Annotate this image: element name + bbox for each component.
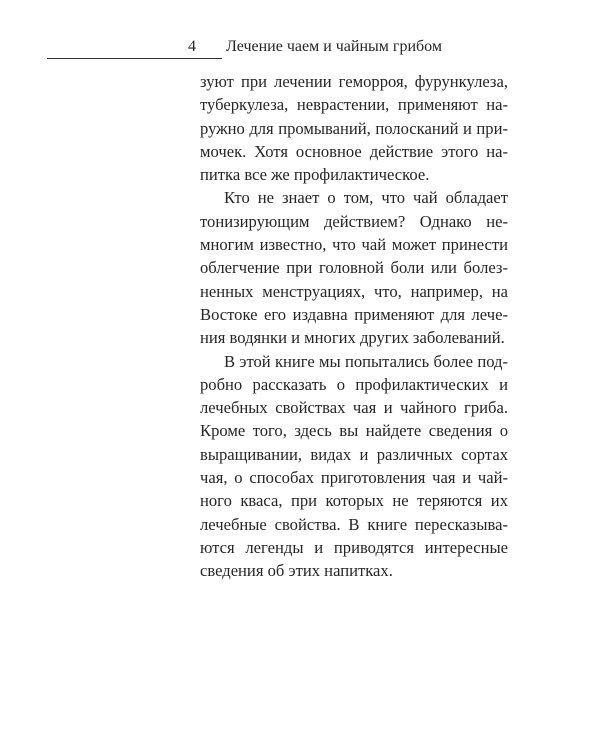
text-line: мочек. Хотя основное действие этого на- — [200, 141, 508, 161]
text-line: В этой книге мы попытались более под- — [224, 351, 508, 371]
text-line: выращивании, видах и различных сортах — [200, 444, 508, 464]
text-line: Кто не знает о том, что чай обладает — [224, 188, 508, 208]
text-line: ного кваса, при которых не теряются их — [200, 491, 508, 511]
text-line: питка все же профилактическое. — [200, 165, 430, 185]
text-line: облегчение при головной боли или болез- — [200, 258, 508, 278]
page-number: 4 — [188, 38, 196, 55]
text-line: зуют при лечении геморроя, фурункулеза, — [200, 72, 508, 91]
header-rule — [47, 58, 222, 59]
text-line: Кроме того, здесь вы найдете сведения о — [200, 421, 508, 441]
text-line: Востоке его издавна применяют для лече- — [200, 304, 508, 324]
text-line: туберкулеза, неврастении, применяют на- — [200, 95, 508, 115]
running-title: Лечение чаем и чайным грибом — [226, 38, 442, 55]
text-line: чая, о способах приготовления чая и чай- — [200, 468, 508, 488]
text-line: ются легенды и приводятся интересные — [200, 537, 508, 557]
text-line: лечебных свойствах чая и чайного гриба. — [200, 398, 508, 418]
body-text — [200, 70, 508, 583]
text-line: робно рассказать о профилактических и — [200, 374, 508, 394]
text-line: ненных менструациях, что, например, на — [200, 281, 508, 301]
text-line: ния водянки и многих других заболеваний. — [200, 328, 505, 348]
text-line: лечебные свойства. В книге пересказыва- — [200, 514, 508, 534]
text-line: сведения об этих напитках. — [200, 561, 393, 581]
text-line: многим известно, что чай может принести — [200, 235, 508, 255]
text-line: ружно для промываний, полосканий и при- — [200, 118, 508, 138]
text-line: тонизирующим действием? Однако не- — [200, 211, 508, 231]
